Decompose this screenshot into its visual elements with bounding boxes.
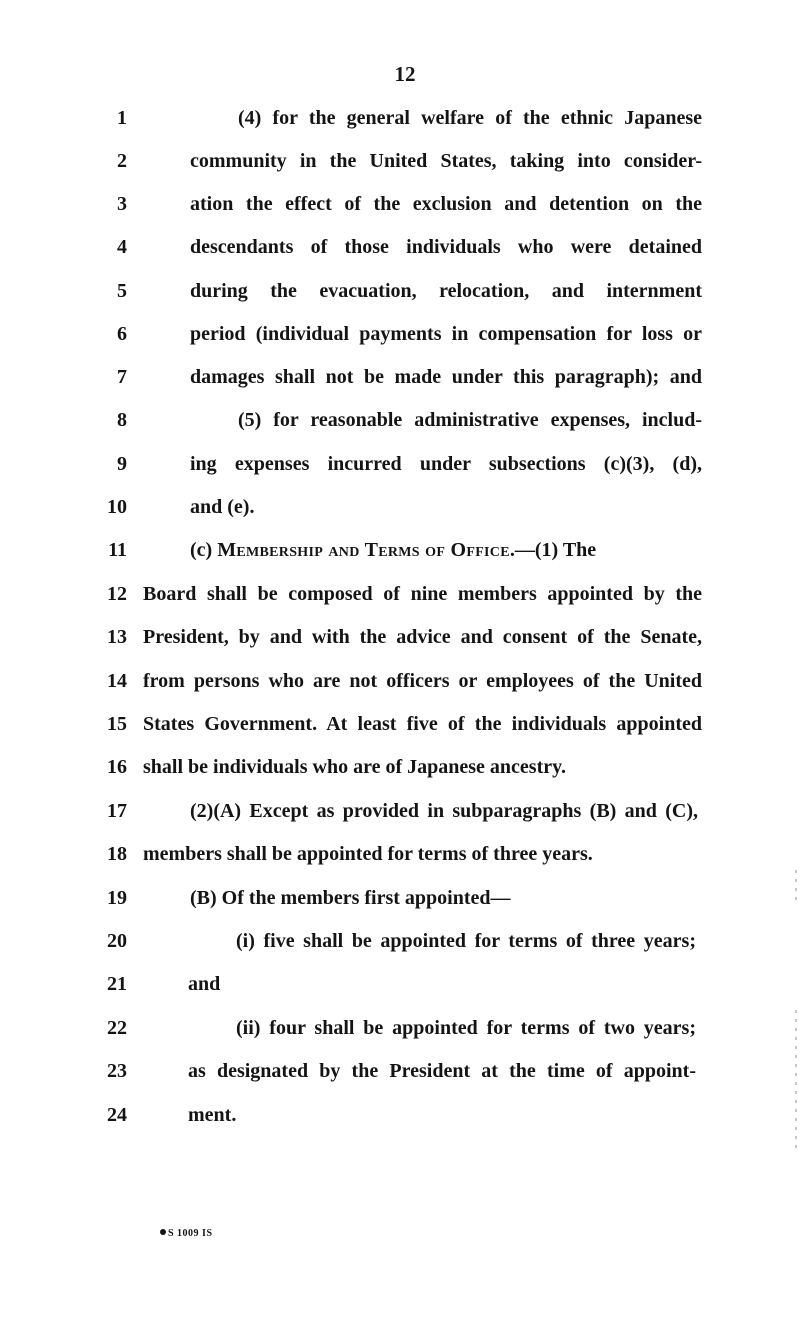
bill-line [0, 190, 800, 218]
scan-margin-marks [795, 870, 797, 900]
bill-line [0, 840, 800, 868]
line-number: 14 [107, 670, 127, 692]
line-number: 21 [107, 973, 127, 995]
bill-identifier-footer [160, 1228, 213, 1239]
page-number: 12 [394, 62, 416, 86]
line-number: 22 [107, 1017, 127, 1039]
line-number: 15 [107, 713, 127, 735]
line-number: 5 [117, 280, 127, 302]
bullet-icon [160, 1229, 166, 1235]
bill-line [0, 710, 800, 738]
line-number: 19 [107, 887, 127, 909]
bill-line [0, 450, 800, 478]
bill-line [0, 797, 800, 825]
line-text: ation the effect of the exclusion and detention on the [190, 193, 702, 215]
bill-identifier: S 1009 IS [168, 1228, 213, 1239]
section-heading: Membership and Terms of Office [217, 539, 510, 561]
line-number: 11 [108, 539, 127, 561]
bill-line [0, 753, 800, 781]
bill-line [0, 406, 800, 434]
line-text: descendants of those individuals who were detained [190, 236, 702, 258]
bill-line [0, 536, 800, 564]
bill-line [0, 233, 800, 261]
line-text: President, by and with the advice and consent of the Senate, [143, 626, 702, 648]
line-text: during the evacuation, relocation, and internment [190, 280, 702, 302]
line-number: 24 [107, 1104, 127, 1126]
bill-line [0, 320, 800, 348]
line-number: 4 [117, 236, 127, 258]
bill-line [0, 580, 800, 608]
line-text: and (e). [190, 496, 255, 518]
line-number: 20 [107, 930, 127, 952]
line-text: (5) for reasonable administrative expenses, includ- [238, 409, 702, 431]
bill-line [0, 884, 800, 912]
line-text: community in the United States, taking into consider- [190, 150, 702, 172]
line-text: (i) five shall be appointed for terms of three years; [236, 930, 696, 952]
line-number: 16 [107, 756, 127, 778]
line-text: damages shall not be made under this paragraph); and [190, 366, 702, 388]
line-number: 17 [107, 800, 127, 822]
line-number: 7 [117, 366, 127, 388]
bill-line [0, 1101, 800, 1129]
line-text: Board shall be composed of nine members appointed by the [143, 583, 702, 605]
line-number: 8 [117, 409, 127, 431]
bill-line [0, 363, 800, 391]
line-text: (B) Of the members first appointed— [190, 887, 511, 909]
line-number: 12 [107, 583, 127, 605]
line-number: 2 [117, 150, 127, 172]
scan-margin-marks [795, 1010, 797, 1150]
line-text: ing expenses incurred under subsections (c)(3), (d), [190, 453, 702, 475]
line-number: 18 [107, 843, 127, 865]
line-text: (4) for the general welfare of the ethnic Japanese [238, 107, 702, 129]
bill-line [0, 927, 800, 955]
line-text: ment. [188, 1104, 237, 1126]
bill-line [0, 147, 800, 175]
line-number: 9 [117, 453, 127, 475]
line-text: period (individual payments in compensation for loss or [190, 323, 702, 345]
line-number: 3 [117, 193, 127, 215]
bill-line [0, 277, 800, 305]
line-number: 10 [107, 496, 127, 518]
section-heading-suffix: .—(1) The [509, 539, 597, 561]
line-text: (2)(A) Except as provided in subparagraphs (B) and (C), [190, 800, 698, 822]
line-text: and [188, 973, 221, 995]
section-label: (c) [190, 539, 218, 561]
bill-line [0, 667, 800, 695]
bill-line [0, 970, 800, 998]
line-number: 6 [117, 323, 127, 345]
bill-line [0, 493, 800, 521]
line-text: (ii) four shall be appointed for terms of two years; [236, 1017, 696, 1039]
line-text: from persons who are not officers or employees of the United [143, 670, 702, 692]
line-number: 1 [117, 107, 127, 129]
line-number: 23 [107, 1060, 127, 1082]
line-text: members shall be appointed for terms of three years. [143, 843, 593, 865]
bill-line [0, 1014, 800, 1042]
line-text: shall be individuals who are of Japanese ancestry. [143, 756, 567, 778]
bill-line [0, 104, 800, 132]
section-heading-line [190, 536, 702, 564]
bill-line [0, 1057, 800, 1085]
line-number: 13 [107, 626, 127, 648]
bill-line [0, 623, 800, 651]
line-text: States Government. At least five of the individuals appointed [143, 713, 702, 735]
line-text: as designated by the President at the time of appoint- [188, 1060, 696, 1082]
